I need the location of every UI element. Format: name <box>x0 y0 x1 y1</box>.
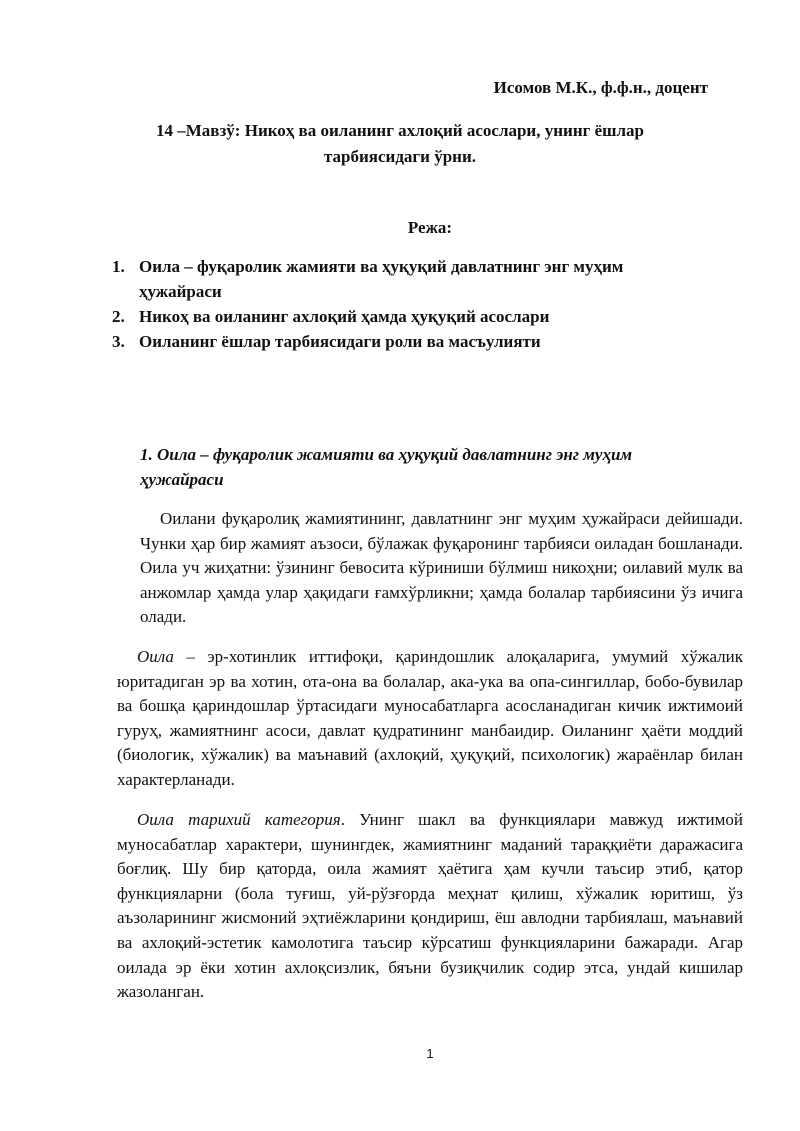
page-number: 1 <box>426 1046 434 1061</box>
author-line: Исомов М.К., ф.ф.н., доцент <box>493 78 708 97</box>
plan-item-text: Никоҳ ва оиланинг ахлоқий ҳамда ҳуқуқий асослари <box>139 307 550 326</box>
plan-item-2 <box>112 304 692 329</box>
paragraph-1 <box>140 507 743 630</box>
plan-item-number: 1. <box>112 257 125 276</box>
lecture-title: 14 –Мавзў: Никоҳ ва оиланинг ахлоқий асослари, унинг ёшлар тарбиясидаги ўрни. <box>156 121 644 166</box>
paragraph-text: . Унинг шакл ва функциялари мавжуд ижтимой муносабатлар характери, шунингдек, жамиятнинг маданий тараққиёти даражасига боғлиқ. Шу бир қаторда, оила жамият ҳаётига ҳам кучли таъсир этиб, қатор функцияларни (бола туғиш, уй-рўзғорда меҳнат қилиш, хўжалик юритиш, ўз аъзоларининг жисмоний эҳтиёжларини қондириш, ёш авлодни тарбиялаш, маънавий ва ахлоқий-эстетик камолотига таъсир кўрсатиш функцияларини бажаради. Агар оилада эр ёки хотин ахлоқсизлик, бяъни бузиқчилик содир этса, ундай кишилар жазоланган. <box>117 810 743 1002</box>
paragraph-text: Оилани фуқаролиқ жамиятининг, давлатнинг энг муҳим ҳужайраси дейишади. Чунки ҳар бир жамият аъзоси, бўлажак фуқаронинг тарбияси оиладан бошланади. Оила уч жиҳатни: ўзининг бевосита кўриниши бўлмиш никоҳни; оилавий мулк ва анжомлар ҳамда улар ҳақидаги ғамхўрликни; ҳамда болалар тарбиясини ўз ичига олади. <box>140 509 743 627</box>
plan-list <box>112 254 692 354</box>
plan-item-number: 2. <box>112 307 125 326</box>
paragraph-lead-term: Оила <box>137 647 174 666</box>
paragraph-2 <box>117 645 743 793</box>
plan-item-text: Оиланинг ёшлар тарбиясидаги роли ва масъулияти <box>139 332 541 351</box>
plan-item-1 <box>112 254 692 304</box>
plan-item-3 <box>112 329 692 354</box>
section-heading: 1. Оила – фуқаролик жамияти ва ҳуқуқий давлатнинг энг муҳим ҳужайраси <box>140 445 633 489</box>
paragraph-lead-term: Оила тарихий категория <box>137 810 341 829</box>
plan-item-text: Оила – фуқаролик жамияти ва ҳуқуқий давлатнинг энг муҳим ҳужайраси <box>139 257 624 301</box>
plan-item-number: 3. <box>112 332 125 351</box>
paragraph-text: – эр-хотинлик иттифоқи, қариндошлик алоқаларига, умумий хўжалик юритадиган эр ва хотин, ота-она ва болалар, ака-ука ва опа-сингиллар, бобо-бувилар ва бошқа қариндошлар ўртасидаги муносабатларга асосланадиган кичик ижтимоий гуруҳ, жамиятнинг асоси, давлат қудратининг манбаидир. Оиланинг ҳаёти моддий (биологик, хўжалик) ва маънавий (ахлоқий, ҳуқуқий, психологик) жараёнлар билан характерланади. <box>117 647 743 789</box>
plan-heading: Режа: <box>407 218 453 237</box>
paragraph-3 <box>117 808 743 1005</box>
